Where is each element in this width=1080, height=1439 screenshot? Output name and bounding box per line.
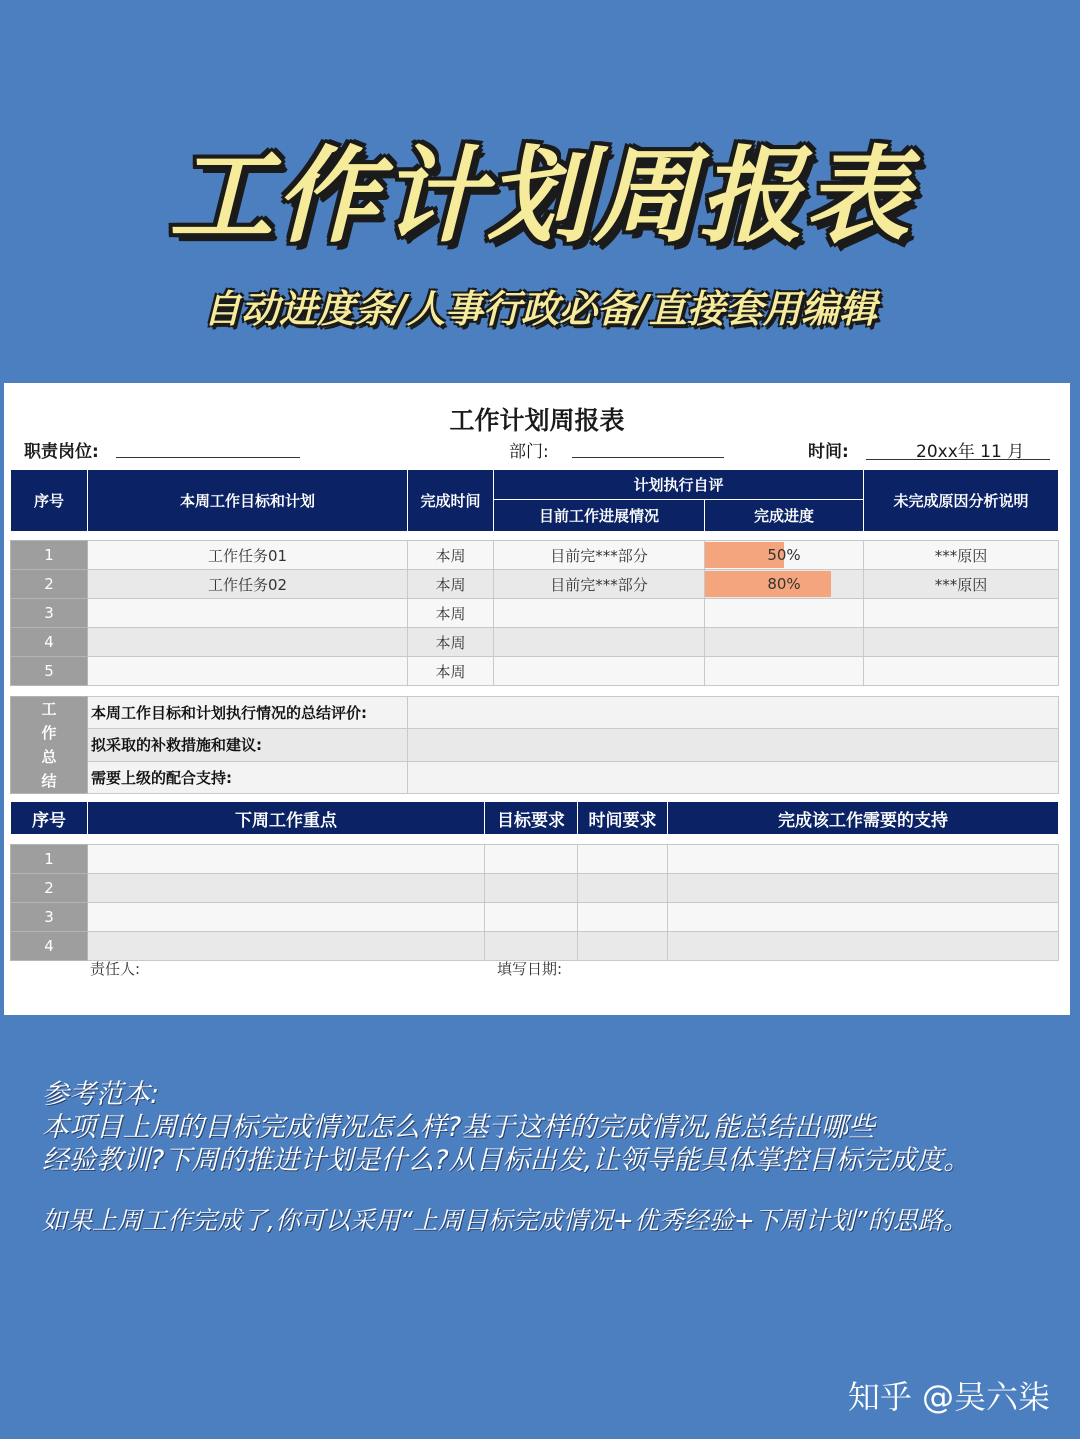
focus-cell[interactable]	[88, 845, 485, 874]
goal-cell[interactable]: 工作任务02	[88, 570, 408, 599]
position-label: 职责岗位:	[24, 442, 99, 462]
row-index: 4	[11, 932, 88, 961]
col-self-eval: 计划执行自评	[494, 470, 864, 500]
reference-line-3: 如果上周工作完成了,你可以采用“上周目标完成情况+优秀经验+下周计划”的思路。	[42, 1206, 968, 1235]
table-row	[11, 932, 1059, 961]
row-index: 1	[11, 845, 88, 874]
col-reason: 未完成原因分析说明	[864, 470, 1059, 532]
next-table-header	[10, 801, 1059, 835]
col-progress-desc: 目前工作进展情况	[494, 500, 705, 532]
support-cell[interactable]	[668, 845, 1059, 874]
progress-cell[interactable]	[705, 657, 864, 686]
goal-cell[interactable]	[88, 628, 408, 657]
table-row	[11, 570, 1059, 599]
done-time-cell[interactable]: 本周	[408, 628, 494, 657]
owner-label: 责任人:	[90, 960, 141, 978]
report-sheet	[4, 383, 1070, 1015]
goal-cell[interactable]: 工作任务01	[88, 541, 408, 570]
reason-cell[interactable]	[864, 628, 1059, 657]
row-index: 4	[11, 628, 88, 657]
hero-subtitle: 自动进度条/人事行政必备/直接套用编辑	[203, 287, 877, 331]
table-row	[11, 657, 1059, 686]
target-cell[interactable]	[485, 874, 578, 903]
row-index: 3	[11, 599, 88, 628]
target-cell[interactable]	[485, 932, 578, 961]
reason-cell[interactable]	[864, 599, 1059, 628]
support-cell[interactable]	[668, 874, 1059, 903]
next-col-idx: 序号	[11, 802, 88, 835]
goal-cell[interactable]	[88, 657, 408, 686]
col-done-time: 完成时间	[408, 470, 494, 532]
time-cell[interactable]	[578, 932, 668, 961]
dept-field[interactable]	[572, 457, 724, 458]
row-index: 5	[11, 657, 88, 686]
time-label: 时间:	[808, 442, 849, 462]
table-row	[11, 599, 1059, 628]
focus-cell[interactable]	[88, 903, 485, 932]
status-cell[interactable]	[494, 599, 705, 628]
plan-table-header	[10, 469, 1059, 532]
summary-table	[10, 696, 1059, 794]
reason-cell[interactable]	[864, 657, 1059, 686]
next-col-support: 完成该工作需要的支持	[668, 802, 1059, 835]
target-cell[interactable]	[485, 903, 578, 932]
summary-remedy-label: 拟采取的补救措施和建议:	[88, 729, 408, 761]
table-row	[11, 903, 1059, 932]
status-cell[interactable]	[494, 628, 705, 657]
row-index: 2	[11, 570, 88, 599]
fill-date-label: 填写日期:	[497, 960, 563, 978]
time-cell[interactable]	[578, 845, 668, 874]
time-cell[interactable]	[578, 874, 668, 903]
summary-remedy-field[interactable]	[408, 729, 1059, 761]
done-time-cell[interactable]: 本周	[408, 599, 494, 628]
position-field[interactable]	[116, 457, 300, 458]
time-cell[interactable]	[578, 903, 668, 932]
time-underline	[866, 459, 1050, 460]
reference-line-1: 本项目上周的目标完成情况怎么样?基于这样的完成情况,能总结出哪些	[42, 1112, 875, 1143]
focus-cell[interactable]	[88, 932, 485, 961]
reason-cell[interactable]: ***原因	[864, 570, 1059, 599]
target-cell[interactable]	[485, 845, 578, 874]
progress-cell[interactable]	[705, 541, 864, 570]
support-cell[interactable]	[668, 903, 1059, 932]
progress-cell[interactable]	[705, 570, 864, 599]
status-cell[interactable]: 目前完***部分	[494, 570, 705, 599]
col-idx: 序号	[11, 470, 88, 532]
col-progress: 完成进度	[705, 500, 864, 532]
time-value[interactable]: 20xx年 11 月	[916, 442, 1025, 462]
done-time-cell[interactable]: 本周	[408, 541, 494, 570]
summary-support-label: 需要上级的配合支持:	[88, 761, 408, 793]
row-index: 1	[11, 541, 88, 570]
progress-cell[interactable]	[705, 628, 864, 657]
hero-title: 工作计划周报表	[168, 135, 911, 257]
col-goal: 本周工作目标和计划	[88, 470, 408, 532]
summary-side-label: 工 作 总 结	[11, 697, 88, 794]
goal-cell[interactable]	[88, 599, 408, 628]
plan-table-body	[10, 540, 1059, 686]
next-col-target: 目标要求	[485, 802, 578, 835]
next-col-focus: 下周工作重点	[88, 802, 485, 835]
row-index: 2	[11, 874, 88, 903]
next-col-time: 时间要求	[578, 802, 668, 835]
summary-evaluation-field[interactable]	[408, 697, 1059, 729]
reason-cell[interactable]: ***原因	[864, 541, 1059, 570]
dept-label: 部门:	[509, 442, 549, 462]
done-time-cell[interactable]: 本周	[408, 570, 494, 599]
progress-label: 50%	[767, 546, 801, 564]
progress-label: 80%	[767, 575, 801, 593]
status-cell[interactable]: 目前完***部分	[494, 541, 705, 570]
table-row	[11, 541, 1059, 570]
sheet-title: 工作计划周报表	[449, 406, 625, 435]
next-table-body	[10, 844, 1059, 961]
summary-support-field[interactable]	[408, 761, 1059, 793]
table-row	[11, 874, 1059, 903]
row-index: 3	[11, 903, 88, 932]
done-time-cell[interactable]: 本周	[408, 657, 494, 686]
watermark: 知乎 @吴六柒	[847, 1378, 1050, 1416]
reference-heading: 参考范本:	[42, 1079, 160, 1110]
table-row	[11, 628, 1059, 657]
progress-cell[interactable]	[705, 599, 864, 628]
reference-line-2: 经验教训?下周的推进计划是什么?从目标出发,让领导能具体掌控目标完成度。	[42, 1145, 971, 1176]
support-cell[interactable]	[668, 932, 1059, 961]
summary-evaluation-label: 本周工作目标和计划执行情况的总结评价:	[88, 697, 408, 729]
focus-cell[interactable]	[88, 874, 485, 903]
status-cell[interactable]	[494, 657, 705, 686]
table-row	[11, 845, 1059, 874]
